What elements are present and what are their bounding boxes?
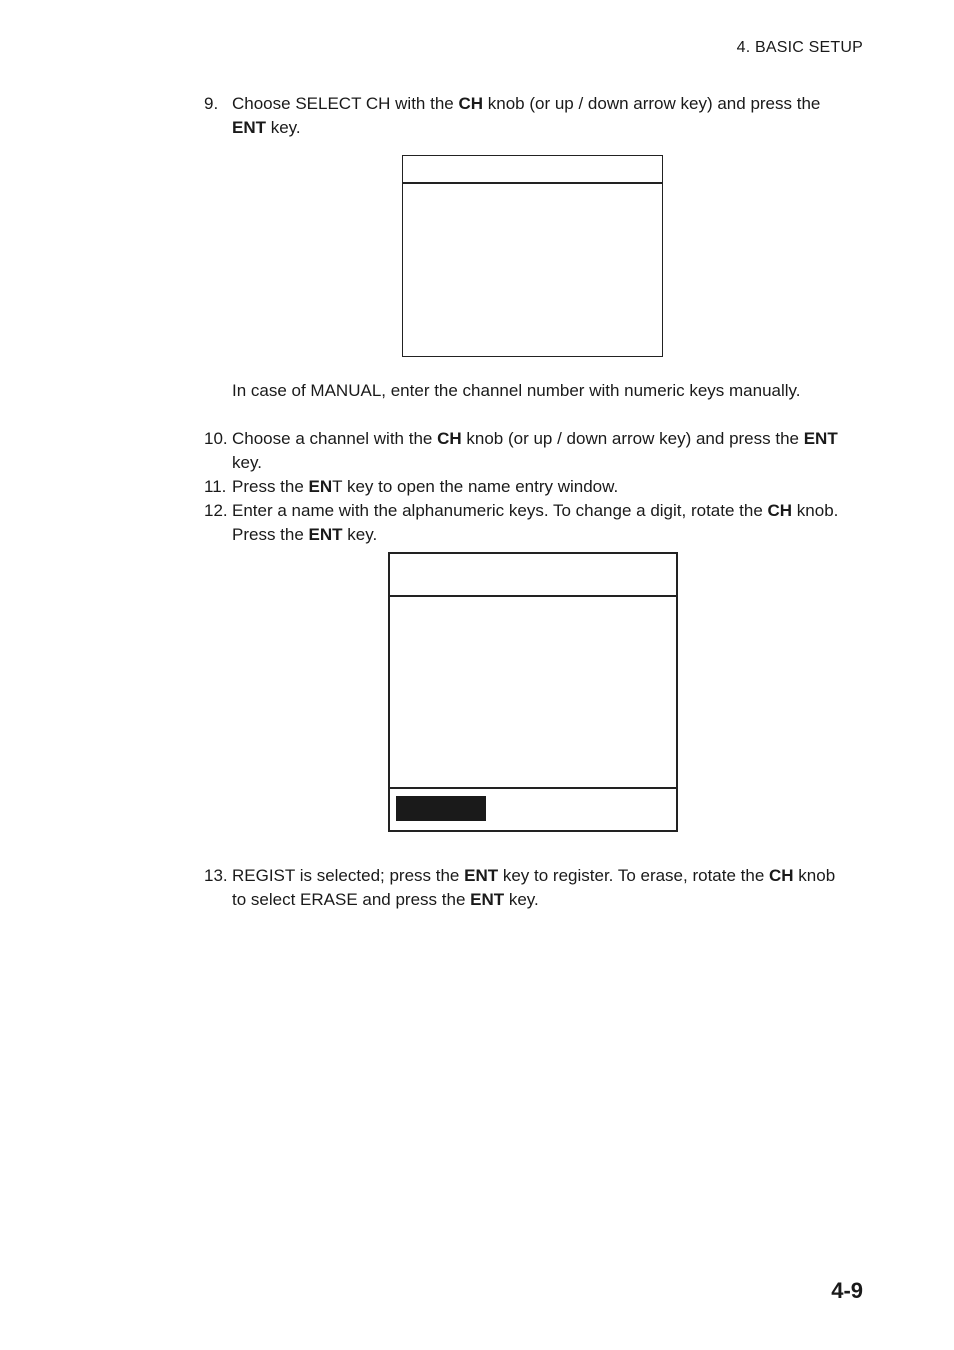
text-run: REGIST is selected; press the	[232, 866, 465, 885]
page-number: 4-9	[831, 1278, 863, 1303]
select-channel-screen	[402, 155, 663, 357]
text-run: T key to open the name entry window.	[332, 477, 619, 496]
step-text	[232, 864, 854, 912]
text-run: knob. Press the	[232, 501, 839, 544]
text-run: Choose a channel with the	[232, 429, 438, 448]
step-9	[204, 92, 854, 140]
name-entry-screen	[388, 552, 678, 832]
text-run: key.	[504, 890, 539, 909]
text-run: key.	[232, 453, 262, 472]
screen-title-bar	[403, 156, 662, 184]
text-run: key.	[342, 525, 378, 544]
running-header: 4. BASIC SETUP	[736, 39, 863, 56]
screen-footer	[390, 787, 676, 830]
text-run: Press the	[232, 477, 309, 496]
key-name: CH	[767, 501, 793, 520]
key-name: ENT	[464, 866, 499, 885]
step-10	[204, 427, 854, 475]
key-name: CH	[769, 866, 794, 885]
key-name: ENT	[803, 429, 838, 448]
step-text	[232, 92, 854, 140]
key-name: EN	[308, 477, 333, 496]
text-run: Enter a name with the alphanumeric keys. To change a digit, rotate the	[232, 501, 768, 520]
key-name: CH	[437, 429, 462, 448]
key-name: ENT	[308, 525, 343, 544]
step-number: 12.	[204, 501, 228, 520]
text-run: knob to select ERASE and press the	[232, 866, 836, 909]
step-text	[232, 427, 854, 475]
text-run: knob (or up / down arrow key) and press the	[483, 94, 821, 113]
text-run: key to register. To erase, rotate the	[498, 866, 770, 885]
step-text	[232, 475, 854, 499]
text-run: key.	[266, 118, 301, 137]
step-number: 11.	[204, 477, 227, 496]
regist-button-selected[interactable]	[396, 796, 486, 821]
key-name: ENT	[232, 118, 266, 137]
step-text	[232, 499, 854, 547]
step-number: 10.	[204, 429, 228, 448]
step-number: 9.	[204, 94, 219, 113]
key-name: CH	[458, 94, 484, 113]
manual-note: In case of MANUAL, enter the channel number with numeric keys manually.	[232, 381, 801, 400]
step-number: 13.	[204, 866, 228, 885]
key-name: ENT	[470, 890, 505, 909]
screen-title-bar	[390, 554, 676, 597]
text-run: knob (or up / down arrow key) and press the	[461, 429, 804, 448]
step-11	[204, 475, 854, 499]
text-run: Choose SELECT CH with the	[232, 94, 459, 113]
step-13	[204, 864, 854, 912]
step-12	[204, 499, 854, 547]
